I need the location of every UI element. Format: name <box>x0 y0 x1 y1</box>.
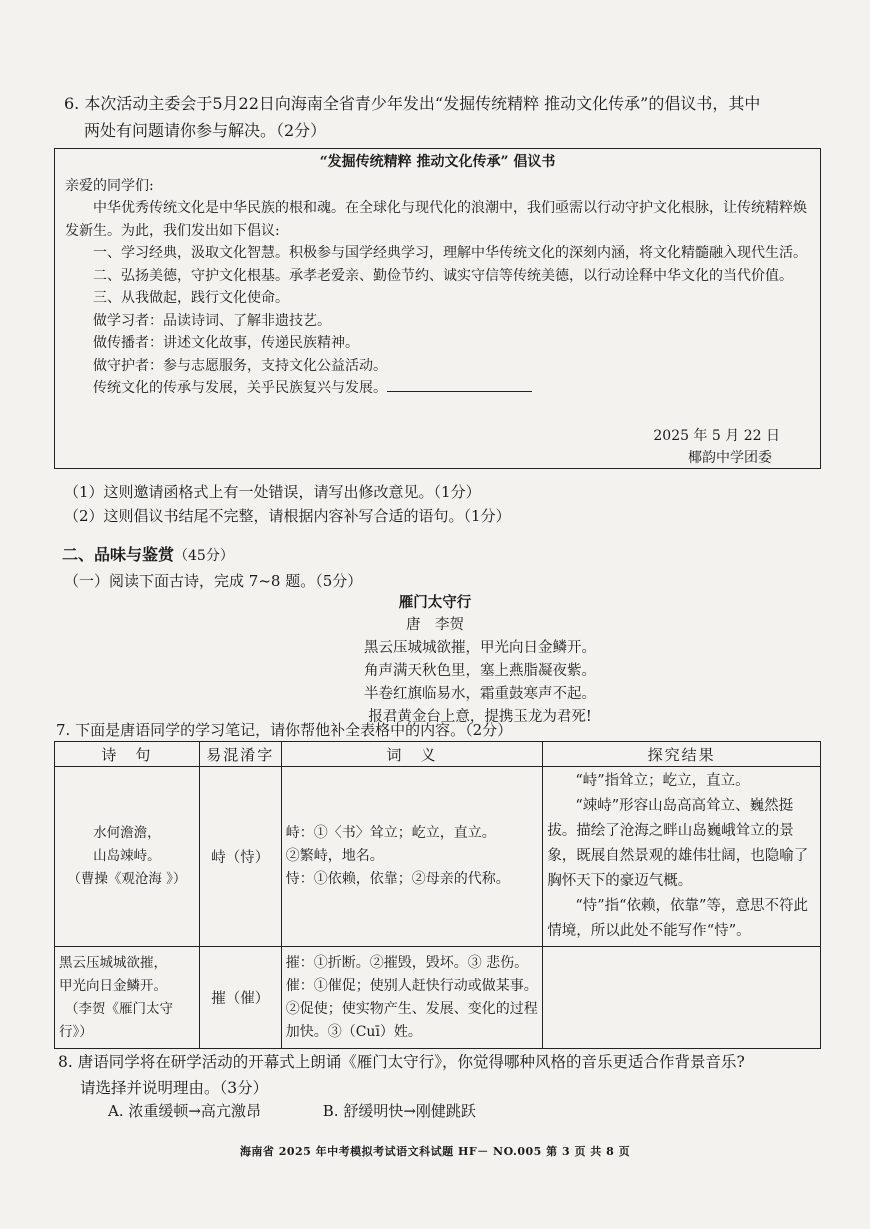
proposal-greeting: 亲爱的同学们: <box>65 177 154 194</box>
proposal-paragraph-3: 二、弘扬美德，守护文化根基。承孝老爱亲、勤俭节约、诚实守信等传统美德，以行动诠释中华文化的当代价值。 <box>93 267 793 284</box>
header-meaning: 词 义 <box>281 742 543 767</box>
proposal-paragraph-7: 做守护者：参与志愿服务，支持文化公益活动。 <box>93 357 387 374</box>
subquestion-1: （1）这则邀请函格式上有一处错误，请写出修改意见。（1分） <box>64 483 481 501</box>
part-1-instruction: （一）阅读下面古诗，完成 7~8 题。（5分） <box>64 572 363 590</box>
header-poem-line: 诗 句 <box>55 742 200 767</box>
row1-result-line: “恃”指“依赖，依靠”等，意思不符此情境，所以此处不能写作“恃”。 <box>547 898 808 939</box>
proposal-letter-box <box>54 148 821 469</box>
table-header-row <box>55 742 821 767</box>
row1-meaning-line: 恃：①依赖，依靠；②母亲的代称。 <box>285 871 510 887</box>
proposal-closing-text: 传统文化的传承与发展，关乎民族复兴与发展。 <box>93 380 387 396</box>
proposal-paragraph-5: 做学习者：品读诗词、了解非遗技艺。 <box>93 312 331 329</box>
page-footer: 海南省 2025 年中考模拟考试语文科试题 HF－ NO.005 第 3 页 共 8 页 <box>239 1145 631 1158</box>
header-confusable-char: 易混淆字 <box>199 742 281 767</box>
table-row <box>55 947 821 1049</box>
question-6-line2: 两处有问题请你参与解决。（2分） <box>84 121 327 140</box>
poem-author: 唐 李贺 <box>406 617 464 633</box>
poem-line: 角声满天秋色里，塞上燕脂凝夜紫。 <box>364 663 596 679</box>
proposal-paragraph-4: 三、从我做起，践行文化使命。 <box>93 290 289 306</box>
row1-poem-line: 山岛竦峙。 <box>93 848 161 864</box>
header-result: 探究结果 <box>543 742 821 767</box>
row1-result-line: “峙”指耸立；屹立，直立。 <box>575 773 750 789</box>
study-notes-table <box>54 741 821 1049</box>
section-2-points: （45分） <box>174 548 234 564</box>
row1-meaning-line: ②繁峙，地名。 <box>285 848 384 864</box>
row2-poem-source: 行》） <box>59 1023 93 1040</box>
row1-result-line: “竦峙”形容山岛高高耸立、巍然挺拔。描绘了沧海之畔山岛巍峨耸立的景象，既展自然景观的雄伟壮阔，也隐喻了胸怀天下的豪迈气概。 <box>547 798 809 889</box>
proposal-date: 2025 年 5 月 22 日 <box>653 428 780 444</box>
row2-meaning-cell <box>281 947 543 1049</box>
row2-poem-source: （李贺《雁门太守 <box>65 1000 173 1017</box>
question-8-line2: 请选择并说明理由。（3分） <box>80 1079 269 1097</box>
poem-block <box>0 591 870 729</box>
subquestion-2: （2）这则倡议书结尾不完整，请根据内容补写合适的语句。（1分） <box>64 507 511 525</box>
option-b[interactable]: B. 舒缓明快→刚健跳跃 <box>322 1102 476 1120</box>
proposal-title: “发掘传统精粹 推动文化传承” 倡议书 <box>319 154 556 170</box>
section-2-heading <box>62 542 234 565</box>
row1-result-cell <box>543 767 821 947</box>
row2-meaning-line: 摧：①折断。②摧毁，毁坏。③ 悲伤。 <box>285 954 529 971</box>
poem-line: 报君黄金台上意，提携玉龙为君死! <box>368 709 592 725</box>
row2-result-cell-answer-area[interactable] <box>543 947 821 1049</box>
proposal-signer: 椰韵中学团委 <box>688 450 772 466</box>
proposal-paragraph-8 <box>65 377 810 400</box>
proposal-paragraph-2: 一、学习经典，汲取文化智慧。积极参与国学经典学习，理解中华传统文化的深刻内涵，将文化精髓融入现代生活。 <box>93 245 807 261</box>
row1-poem-line: 水何澹澹， <box>93 825 161 841</box>
question-6-line1: 6. 本次活动主委会于5月22日向海南全省青少年发出“发掘传统精粹 推动文化传承”的倡议书，其中 <box>64 94 761 113</box>
option-a[interactable]: A. 浓重缓顿→高亢激昂 <box>108 1102 261 1120</box>
row1-meaning-line: 峙：①〈书〉耸立；屹立，直立。 <box>285 825 496 841</box>
poem-title: 雁门太守行 <box>398 594 472 611</box>
row1-meaning-cell <box>281 767 543 947</box>
row1-poem-cell <box>55 767 200 947</box>
question-8-line1: 8. 唐语同学将在研学活动的开幕式上朗诵《雁门太守行》，你觉得哪种风格的音乐更适合作背景音乐? <box>58 1053 745 1071</box>
proposal-paragraph-6: 做传播者：讲述文化故事，传递民族精神。 <box>93 335 359 351</box>
answer-blank[interactable] <box>387 377 532 392</box>
question-8 <box>58 1049 828 1101</box>
poem-line: 半卷红旗临易水，霜重鼓寒声不起。 <box>364 686 596 702</box>
row2-meaning-line: 催：①催促；使别人赶快行动或做某事。②促使；使实物产生、发展、变化的过程加快。③（Cuī）姓。 <box>285 977 538 1040</box>
question-8-options <box>108 1100 476 1121</box>
row2-poem-line: 甲光向日金鳞开。 <box>59 977 167 994</box>
question-6 <box>64 90 824 144</box>
row1-poem-source: （曹操《观沧海 》） <box>67 871 187 887</box>
poem-line: 黑云压城城欲摧，甲光向日金鳞开。 <box>364 640 596 656</box>
row1-char: 峙（恃） <box>199 767 281 947</box>
row2-char: 摧（催） <box>199 947 281 1049</box>
section-2-title: 二、品味与鉴赏 <box>62 545 175 564</box>
proposal-paragraph-1: 中华优秀传统文化是中华民族的根和魂。在全球化与现代化的浪潮中，我们亟需以行动守护文化根脉，让传统精粹焕发新生。为此，我们发出如下倡议: <box>65 200 807 239</box>
table-row <box>55 767 821 947</box>
question-7: 7. 下面是唐语同学的学习笔记，请你帮他补全表格中的内容。（2分） <box>56 721 513 739</box>
row2-poem-cell <box>55 947 200 1049</box>
row2-poem-line: 黑云压城城欲摧， <box>59 954 167 971</box>
